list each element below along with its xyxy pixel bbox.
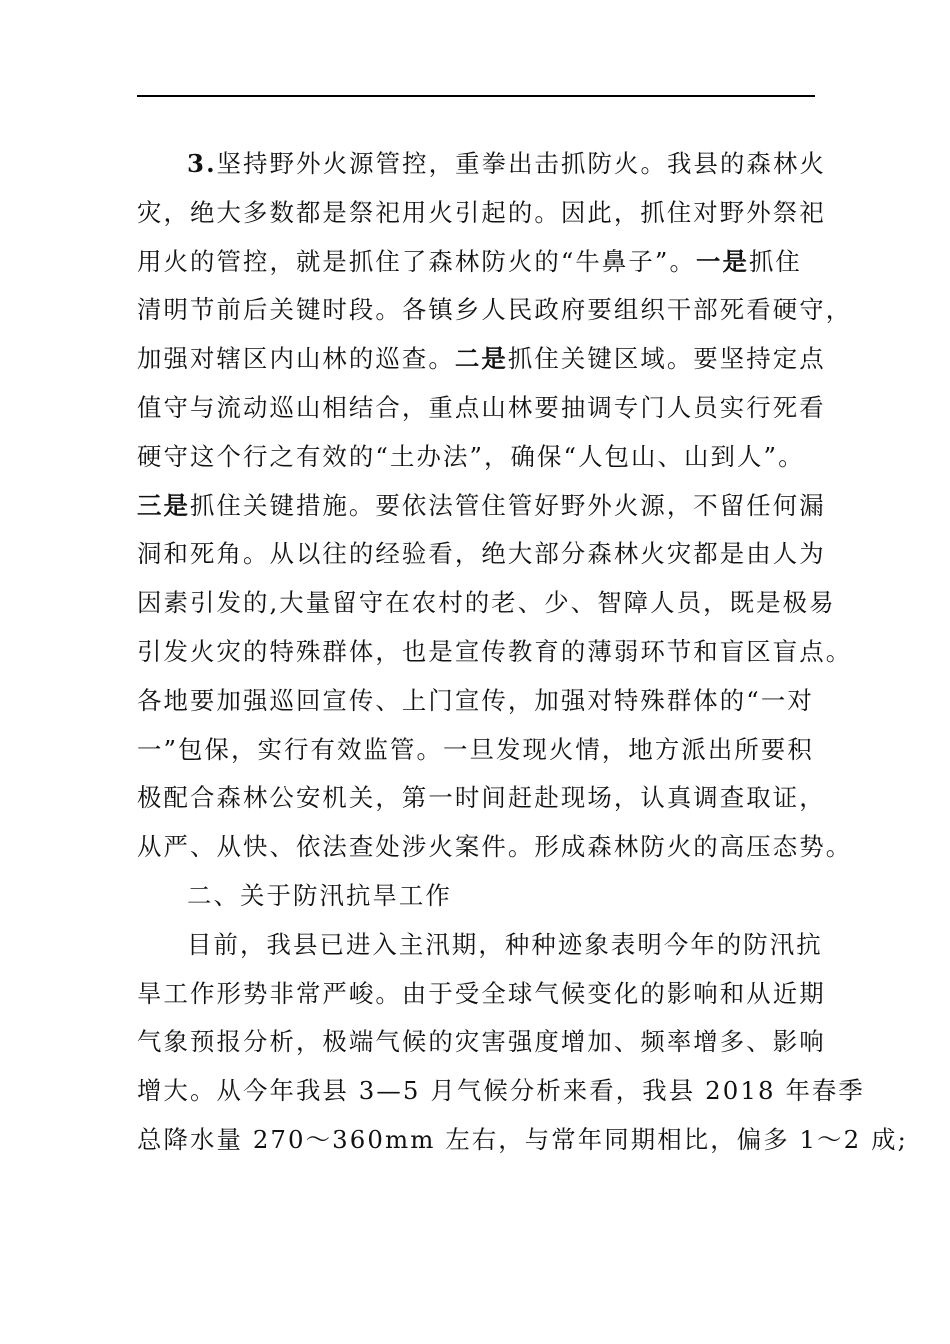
text-line xyxy=(137,286,853,335)
text-line xyxy=(137,628,853,677)
text-line xyxy=(137,530,826,579)
text-segment: 抓住关键措施。要依法管住管好野外火源，不留任何漏 xyxy=(189,490,826,520)
text-line xyxy=(137,384,826,433)
text-line xyxy=(137,823,853,872)
bold-text-segment: 三是 xyxy=(137,490,190,520)
text-segment: 从严、从快、依法查处涉火案件。形成森林防火的高压态势。 xyxy=(137,832,853,862)
text-line xyxy=(137,1018,826,1067)
text-line xyxy=(137,140,826,189)
text-segment: 抓住关键区域。要坚持定点 xyxy=(507,344,826,374)
text-segment: 旱工作形势非常严峻。由于受全球气候变化的影响和从近期 xyxy=(137,978,826,1008)
text-segment: 各地要加强巡回宣传、上门宣传，加强对特殊群体的“一对 xyxy=(137,685,814,715)
text-line xyxy=(137,238,815,287)
text-line xyxy=(137,726,815,775)
bold-text-segment: 3. xyxy=(187,149,217,178)
document-body xyxy=(137,140,908,1165)
bold-text-segment: 一是 xyxy=(695,246,749,276)
text-segment: 二、关于防汛抗旱工作 xyxy=(187,880,452,910)
text-segment: 引发火灾的特殊群体，也是宣传教育的薄弱环节和盲区盲点。 xyxy=(137,636,853,666)
text-segment: 洞和死角。从以往的经验看，绝大部分森林火灾都是由人为 xyxy=(137,539,826,569)
text-line xyxy=(137,872,815,921)
text-segment: 增大。从今年我县 3—5 月气候分析来看，我县 2018 年春季 xyxy=(137,1076,865,1106)
header-rule xyxy=(137,95,815,97)
text-line xyxy=(137,1067,865,1116)
bold-text-segment: 二是 xyxy=(454,344,508,374)
text-line xyxy=(137,482,826,531)
text-segment: 坚持野外火源管控，重拳出击抓防火。我县的森林火 xyxy=(216,149,826,178)
text-segment: 清明节前后关键时段。各镇乡人民政府要组织干部死看硬守， xyxy=(137,295,853,325)
text-segment: 总降水量 270～360mm 左右，与常年同期相比，偏多 1～2 成; xyxy=(137,1124,908,1154)
text-segment: 极配合森林公安机关，第一时间赶赴现场，认真调查取证， xyxy=(137,783,826,813)
text-segment: 灾，绝大多数都是祭祀用火引起的。因此，抓住对野外祭祀 xyxy=(137,197,826,227)
text-segment: 硬守这个行之有效的“土办法”，确保“人包山、山到人”。 xyxy=(137,441,805,471)
text-line xyxy=(137,433,815,482)
text-segment: 一”包保，实行有效监管。一旦发现火情，地方派出所要积 xyxy=(137,734,814,764)
text-line xyxy=(137,189,826,238)
text-segment: 值守与流动巡山相结合，重点山林要抽调专门人员实行死看 xyxy=(137,392,826,422)
text-line xyxy=(137,774,826,823)
text-segment: 抓住 xyxy=(748,246,802,276)
text-line xyxy=(137,579,836,628)
text-line xyxy=(137,677,815,726)
text-line xyxy=(137,921,823,970)
text-segment: 用火的管控，就是抓住了森林防火的“牛鼻子”。 xyxy=(137,246,696,276)
text-segment: 目前，我县已进入主汛期，种种迹象表明今年的防汛抗 xyxy=(187,929,823,959)
text-segment: 气象预报分析，极端气候的灾害强度增加、频率增多、影响 xyxy=(137,1027,826,1057)
text-line xyxy=(137,1116,908,1165)
text-line xyxy=(137,970,826,1019)
text-segment: 加强对辖区内山林的巡查。 xyxy=(137,344,455,374)
text-segment: 因素引发的,大量留守在农村的老、少、智障人员，既是极易 xyxy=(137,588,836,618)
text-line xyxy=(137,335,826,384)
